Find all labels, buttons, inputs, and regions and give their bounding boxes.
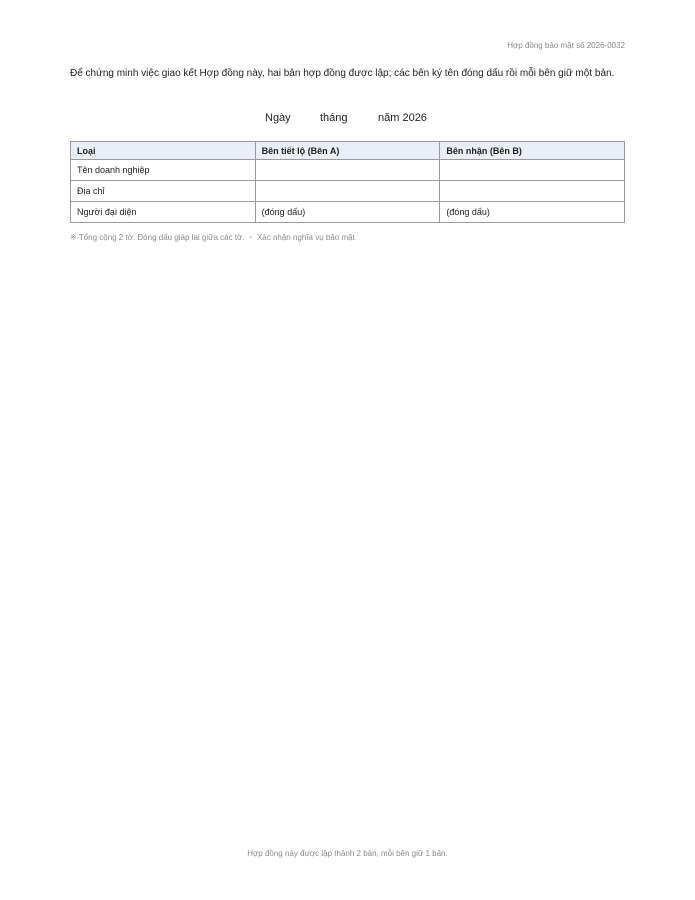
- footnote: ※ Tổng cộng 2 tờ. Đóng dấu giáp lai giữa các tờ. ・ Xác nhận nghĩa vụ bảo mật: [70, 233, 355, 242]
- header-type: Loại: [71, 142, 256, 160]
- table-row: [71, 160, 625, 181]
- party-b-address-cell: [440, 181, 625, 202]
- party-b-seal-cell: (đóng dấu): [440, 202, 625, 223]
- row-label-company: Tên doanh nghiệp: [71, 160, 256, 181]
- table-row: [71, 202, 625, 223]
- party-a-company-cell: [255, 160, 440, 181]
- page-footer: Hợp đồng này được lập thành 2 bản, mỗi bên giữ 1 bản.: [247, 849, 448, 858]
- date-day-label: Ngày: [265, 112, 291, 124]
- party-a-address-cell: [255, 181, 440, 202]
- date-year-label: năm 2026: [378, 112, 427, 124]
- row-label-address: Địa chỉ: [71, 181, 256, 202]
- table-header-row: [71, 142, 625, 160]
- table-row: [71, 181, 625, 202]
- party-b-company-cell: [440, 160, 625, 181]
- header-party-b: Bên nhận (Bên B): [440, 142, 625, 160]
- intro-paragraph: Để chứng minh việc giao kết Hợp đồng này, hai bản hợp đồng được lập; các bên ký tên đóng dấu rồi mỗi bên giữ một bản.: [70, 68, 615, 79]
- party-a-seal-cell: (đóng dấu): [255, 202, 440, 223]
- row-label-representative: Người đại diện: [71, 202, 256, 223]
- contract-reference: Hợp đồng bảo mật số 2026-0032: [507, 41, 625, 50]
- header-party-a: Bên tiết lộ (Bên A): [255, 142, 440, 160]
- signature-table: [70, 141, 625, 223]
- date-month-label: tháng: [320, 112, 348, 124]
